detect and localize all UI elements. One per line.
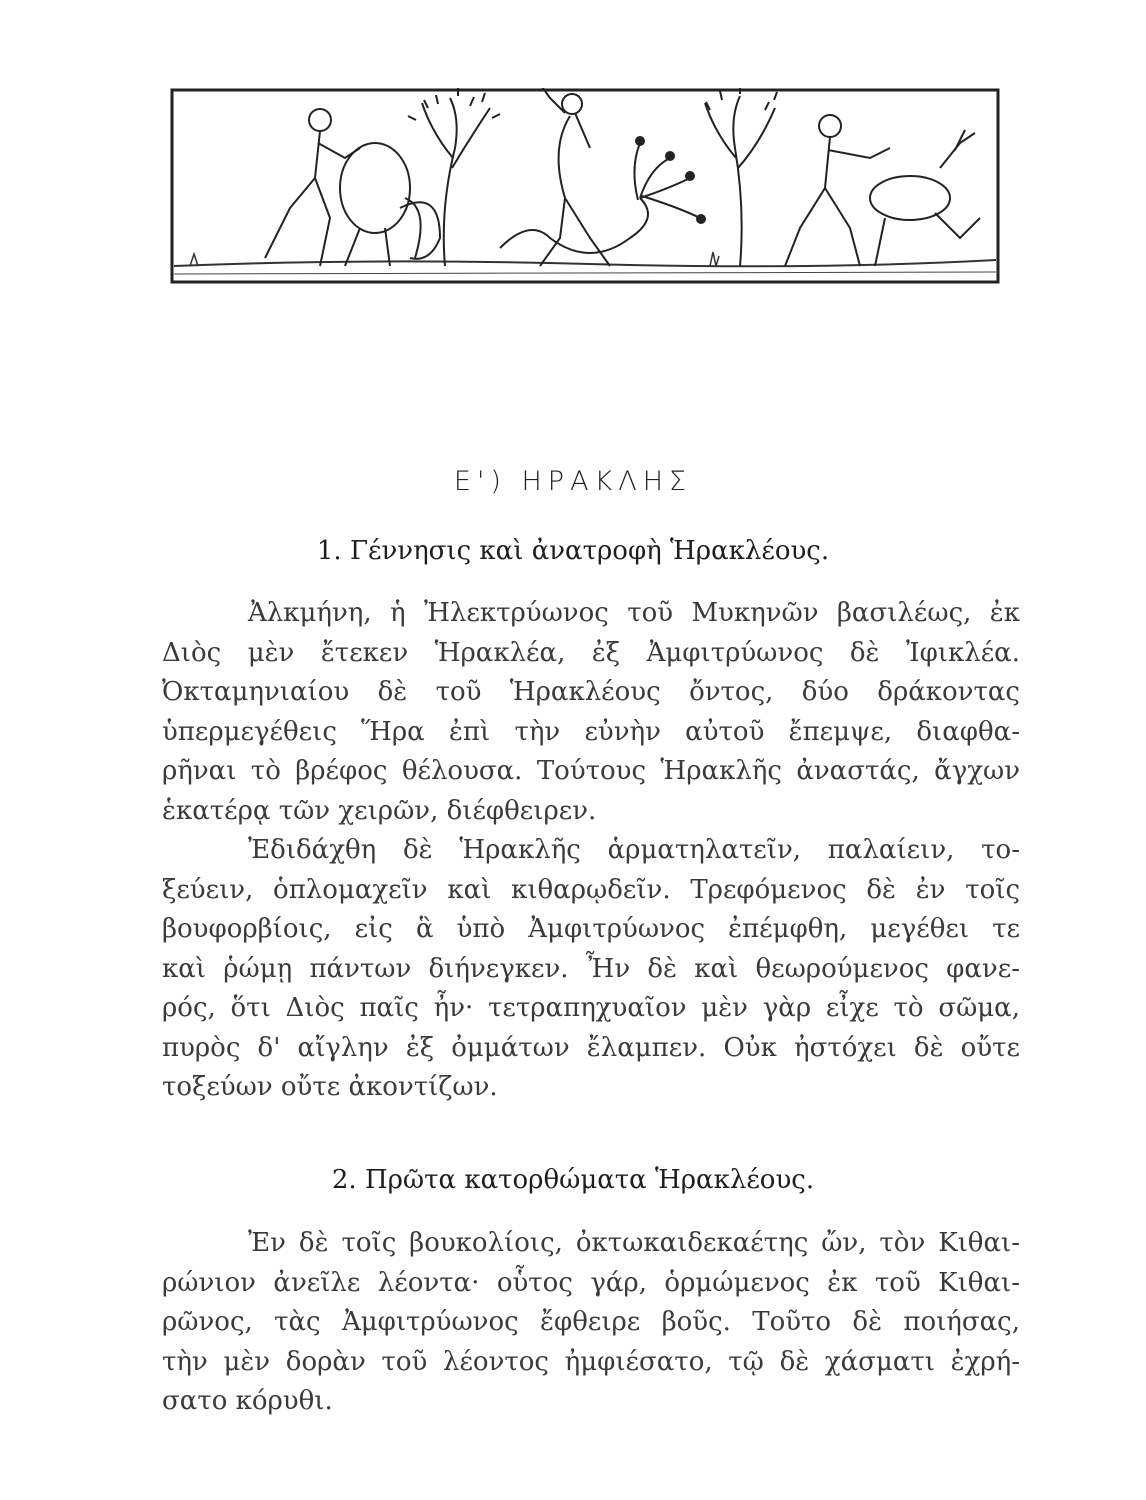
- text-line: καὶ ῥώμῃ πάντων διήνεγκεν. Ἦν δὲ καὶ θεωρούμενος φανε-: [162, 953, 1020, 984]
- chapter-heading: E') ΗΡΑΚΛΗΣ: [453, 466, 693, 497]
- section-title-2: 2. Πρῶτα κατορθώματα Ἡρακλέους.: [331, 1165, 815, 1195]
- text-line: τοξεύων οὔτε ἀκοντίζων.: [162, 1072, 498, 1102]
- text-line: ξεύειν, ὁπλομαχεῖν καὶ κιθαρῳδεῖν. Τρεφόμενος δὲ ἐν τοῖς: [162, 874, 1020, 905]
- text-line: σατο κόρυθι.: [162, 1386, 333, 1416]
- text-line: τὴν μὲν δορὰν τοῦ λέοντος ἠμφιέσατο, τῷ δὲ χάσματι ἐχρή-: [162, 1346, 1020, 1377]
- text-line: ρός, ὅτι Διὸς παῖς ἦν· τετραπηχυαῖον μὲν γὰρ εἶχε τὸ σῶμα,: [162, 993, 1020, 1023]
- text-line: Διὸς μὲν ἔτεκεν Ἡρακλέα, ἐξ Ἀμφιτρύωνος δὲ Ἰφικλέα.: [162, 637, 1020, 668]
- frieze-illustration-icon: [170, 88, 1000, 284]
- tree-icon: [408, 88, 500, 266]
- paragraph-1: [162, 594, 1020, 831]
- section-title-1: 1. Γέννησις καὶ ἀνατροφὴ Ἡρακλέους.: [316, 536, 830, 566]
- text-line: ἑκατέρᾳ τῶν χειρῶν, διέφθειρεν.: [162, 795, 597, 826]
- text-line: ρῶνος, τὰς Ἀμφιτρύωνος ἔφθειρε βοῦς. Τοῦτο δὲ ποιήσας,: [162, 1307, 1020, 1337]
- text-line: Ἐδιδάχθη δὲ Ἡρακλῆς ἁρματηλατεῖν, παλαίειν, το-: [248, 835, 1020, 865]
- text-line: ὑπερμεγέθεις Ἥρα ἐπὶ τὴν εὐνὴν αὐτοῦ ἔπεμψε, διαφθα-: [162, 716, 1020, 747]
- text-line: Ἐν δὲ τοῖς βουκολίοις, ὀκτωκαιδεκαέτης ὤν, τὸν Κιθαι-: [248, 1228, 1020, 1258]
- text-line: πυρὸς δ' αἴγλην ἐξ ὀμμάτων ἔλαμπεν. Οὐκ ἠστόχει δὲ οὔτε: [162, 1032, 1020, 1063]
- heracles-labours-frieze: [170, 88, 1000, 284]
- text-line: Ἀλκμήνη, ἡ Ἠλεκτρύωνος τοῦ Μυκηνῶν βασιλέως, ἐκ: [248, 598, 1020, 628]
- paragraph-3: [162, 1224, 1020, 1422]
- heracles-hydra-icon: [500, 88, 705, 266]
- text-line: βουφορβίοις, εἰς ἃ ὑπὸ Ἀμφιτρύωνος ἐπέμφθη, μεγέθει τε: [162, 914, 1020, 944]
- paragraph-2: [162, 831, 1020, 1108]
- text-line: Ὀκταμηνιαίου δὲ τοῦ Ἡρακλέους ὄντος, δύο δράκοντας: [162, 677, 1020, 707]
- heracles-hind-icon: [785, 115, 980, 266]
- heracles-lion-icon: [265, 109, 440, 266]
- tree-icon: [705, 88, 777, 266]
- text-line: ρώνιον ἀνεῖλε λέοντα· οὗτος γάρ, ὁρμώμενος ἐκ τοῦ Κιθαι-: [162, 1267, 1020, 1298]
- text-line: ρῆναι τὸ βρέφος θέλουσα. Τούτους Ἡρακλῆς ἀναστάς, ἄγχων: [162, 756, 1020, 786]
